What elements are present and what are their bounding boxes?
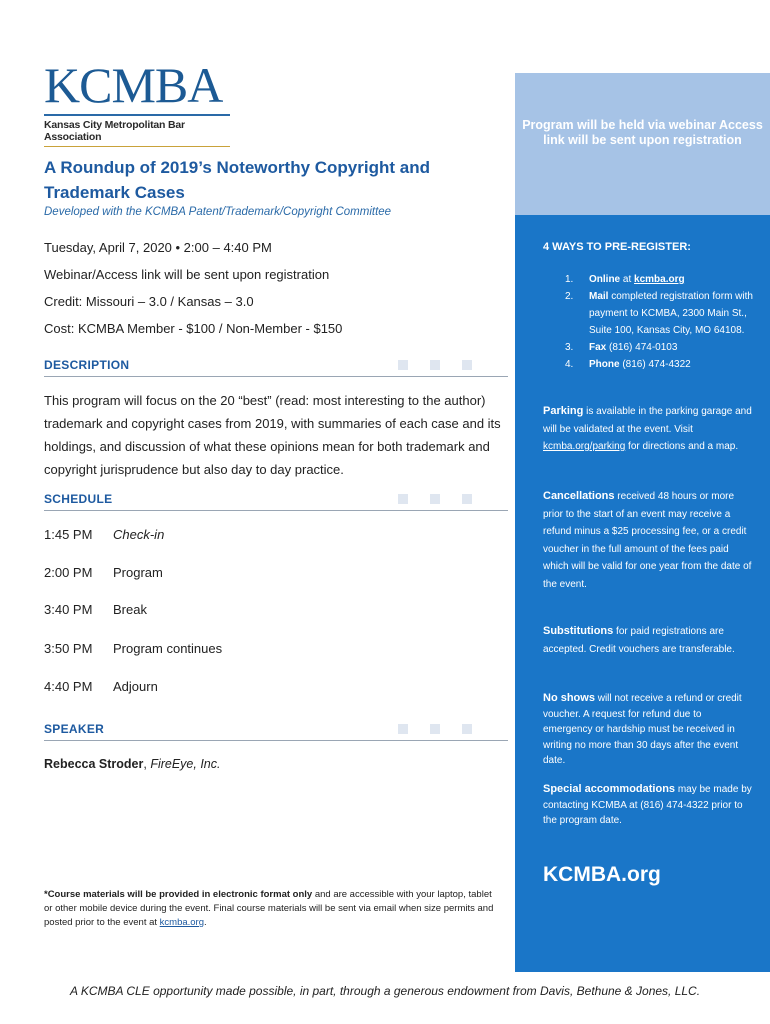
substitutions-info	[543, 623, 753, 658]
special-label: Special accommodations	[543, 783, 676, 795]
event-credit: Credit: Missouri – 3.0 / Kansas – 3.0	[44, 294, 254, 309]
event-date: Tuesday, April 7, 2020 • 2:00 – 4:40 PM	[44, 240, 272, 255]
schedule-row	[44, 565, 163, 580]
cancellations-text: received 48 hours or more prior to the start of an event may receive a refund minus a $25 processing fee, or a credit voucher in the full amount of the fees paid which will be valid for one year from the date of the event.	[543, 491, 752, 590]
schedule-event: Adjourn	[113, 679, 158, 694]
footnote-end: .	[204, 917, 207, 928]
substitutions-text: for paid registrations are accepted. Credit vouchers are transferable.	[543, 626, 735, 655]
description-text: This program will focus on the 20 “best” (read: most interesting to the author) trademark and copyright cases from 2019, with summaries of each case and its holdings, and discussion of what these opinions mean for both trademark and copyright jurisprudence but also day to day practice.	[44, 393, 501, 477]
footnote-link[interactable]: kcmba.org	[159, 917, 205, 928]
noshows-label: No shows	[543, 692, 595, 704]
cancellations-info	[543, 488, 753, 593]
website-link[interactable]: KCMBA.org	[543, 863, 661, 886]
parking-end: for directions and a map.	[625, 441, 739, 452]
way-text: (816) 474-4322	[619, 359, 691, 370]
special-accommodations-info	[543, 782, 753, 829]
noshows-info	[543, 691, 753, 769]
schedule-event: Break	[113, 602, 147, 617]
parking-info	[543, 403, 753, 456]
schedule-time: 2:00 PM	[44, 565, 93, 580]
way-label: Online	[589, 274, 621, 285]
decorative-squares	[376, 357, 472, 375]
special-text: may be made by contacting KCMBA at (816) 474-4322 prior to the program date.	[543, 784, 752, 826]
logo-wordmark: KCMBA	[44, 57, 223, 113]
schedule-time: 3:40 PM	[44, 602, 93, 617]
way-number: 4.	[565, 359, 574, 370]
noshows-text: will not receive a refund or credit voucher. A request for refund due to emergency or hardship must be received in writing no more than 30 days after the event date.	[543, 693, 742, 766]
way-label: Mail	[589, 291, 609, 302]
speaker-heading	[44, 720, 508, 741]
way-text: (816) 474-0103	[606, 342, 678, 353]
way-number: 3.	[565, 342, 574, 353]
schedule-row	[44, 679, 158, 694]
way-text: at	[620, 274, 635, 285]
parking-label: Parking	[543, 405, 584, 417]
schedule-row	[44, 602, 147, 617]
kcmba-logo	[44, 57, 234, 147]
way-label: Phone	[589, 359, 620, 370]
way-number: 2.	[565, 291, 574, 302]
speaker-line	[44, 757, 220, 771]
logo-rule-gold	[44, 146, 230, 147]
ways-list	[543, 271, 758, 373]
footnote-bold: *Course materials will be provided in electronic format only	[44, 889, 313, 900]
way-item	[543, 288, 758, 339]
webinar-notice-box	[515, 73, 770, 215]
schedule-event: Check-in	[113, 527, 165, 542]
way-item	[543, 356, 758, 373]
registration-sidebar	[515, 215, 770, 972]
schedule-time: 1:45 PM	[44, 527, 93, 542]
parking-link[interactable]: kcmba.org/parking	[543, 441, 626, 452]
cancellations-label: Cancellations	[543, 490, 615, 502]
way-item	[543, 271, 758, 288]
description-heading	[44, 356, 508, 377]
schedule-time: 3:50 PM	[44, 641, 93, 656]
way-label: Fax	[589, 342, 607, 353]
ways-heading: 4 WAYS TO PRE-REGISTER:	[543, 241, 691, 253]
decorative-squares	[376, 721, 472, 739]
speaker-name: Rebecca Stroder	[44, 757, 144, 771]
event-cost: Cost: KCMBA Member - $100 / Non-Member - $150	[44, 321, 343, 336]
schedule-event: Program	[113, 565, 163, 580]
schedule-event: Program continues	[113, 641, 223, 656]
online-link[interactable]: kcmba.org	[634, 274, 685, 285]
logo-subtitle: Kansas City Metropolitan Bar Association	[44, 119, 185, 143]
schedule-row	[44, 641, 222, 656]
course-materials-note	[44, 888, 499, 930]
speaker-heading-label: SPEAKER	[44, 722, 105, 736]
way-text: completed registration form with payment to KCMBA, 2300 Main St., Suite 100, Kansas City, MO 64108.	[589, 291, 753, 336]
speaker-org: FireEye, Inc.	[150, 757, 221, 771]
substitutions-label: Substitutions	[543, 625, 614, 637]
endowment-credit: A KCMBA CLE opportunity made possible, in part, through a generous endowment from Davis, Bethune & Jones, LLC.	[69, 984, 701, 998]
page-subtitle: Developed with the KCMBA Patent/Trademark/Copyright Committee	[44, 206, 392, 218]
event-access: Webinar/Access link will be sent upon registration	[44, 267, 330, 282]
footnote-text: and are accessible with your laptop, tablet or other mobile device during the event. Final course materials will be sent via email when size permits and posted prior to the event at	[44, 889, 494, 928]
way-number: 1.	[565, 274, 574, 285]
schedule-heading-label: SCHEDULE	[44, 492, 113, 506]
way-item	[543, 339, 758, 356]
parking-text: is available in the parking garage and will be validated at the event. Visit	[543, 406, 752, 435]
logo-rule	[44, 114, 230, 116]
description-heading-label: DESCRIPTION	[44, 358, 130, 372]
decorative-squares	[376, 491, 472, 509]
schedule-time: 4:40 PM	[44, 679, 93, 694]
schedule-heading	[44, 490, 508, 511]
webinar-notice: Program will be held via webinar Access link will be sent upon registration	[522, 118, 763, 147]
speaker-separator: ,	[143, 757, 151, 771]
page-title: A Roundup of 2019’s Noteworthy Copyright and Trademark Cases	[44, 158, 430, 202]
schedule-row	[44, 527, 164, 542]
